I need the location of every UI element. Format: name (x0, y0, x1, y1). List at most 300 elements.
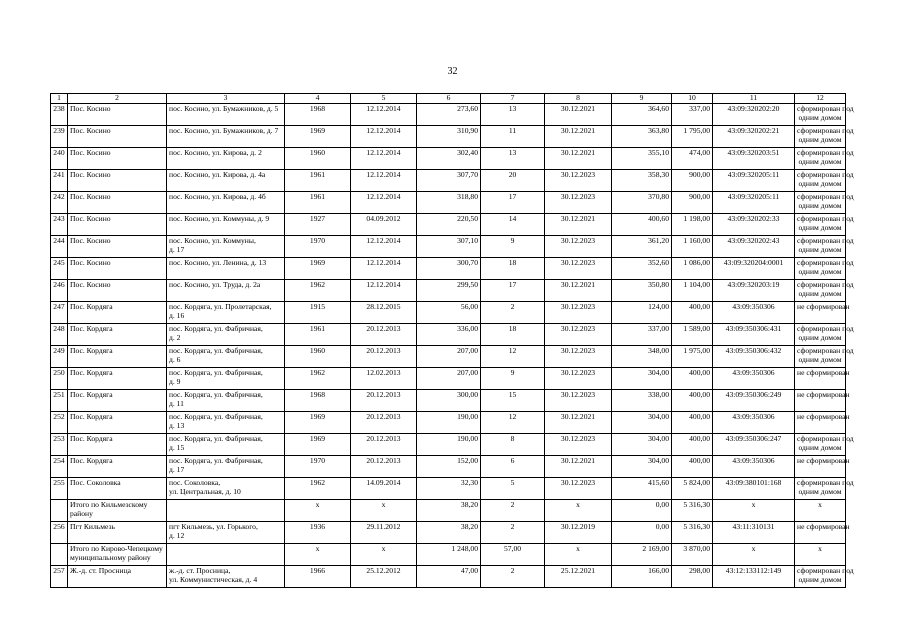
recognition-date-cell: 20.12.2013 (351, 323, 417, 345)
residents-cell: 20 (481, 169, 545, 191)
residents-cell: 2 (481, 499, 545, 521)
row-number: 247 (51, 301, 68, 323)
recognition-date-cell: 29.11.2012 (351, 521, 417, 543)
address-cell-line: пос. Косино, ул. Кирова, д. 4а (169, 169, 266, 179)
table-row (51, 125, 846, 147)
area-cell: 32,30 (417, 477, 481, 499)
recognition-date-cell: 12.02.2013 (351, 367, 417, 389)
row-number: 245 (51, 257, 68, 279)
area-cell: 300,00 (417, 389, 481, 411)
area-cell: 336,00 (417, 323, 481, 345)
resettlement-date-cell: 30.12.2023 (545, 323, 612, 345)
land-status-cell (795, 499, 846, 521)
residents-cell: 13 (481, 147, 545, 169)
resettlement-date-cell: x (545, 499, 612, 521)
resettlement-date-cell: 30.12.2021 (545, 103, 612, 125)
year-built-cell: 1969 (285, 411, 351, 433)
address-cell-line: пгт Кильмезь, ул. Горького, (169, 521, 258, 531)
column-number-row (51, 94, 846, 104)
address-cell-line: пос. Кордяга, ул. Фабричная, (169, 455, 263, 465)
row-number: 242 (51, 191, 68, 213)
resettlement-date-cell: 30.12.2023 (545, 345, 612, 367)
year-built-cell: 1966 (285, 565, 351, 587)
area-cell: 318,80 (417, 191, 481, 213)
cadastral-number-cell: 43:09:380101:168 (713, 477, 795, 499)
land-status-cell-line: сформирован под (797, 191, 854, 201)
land-status-cell-line: одним домом (798, 288, 842, 298)
year-built-cell: 1962 (285, 367, 351, 389)
col9-cell: 361,20 (612, 235, 672, 257)
year-built-cell: 1969 (285, 433, 351, 455)
table-row (51, 411, 846, 433)
row-number: 238 (51, 103, 68, 125)
table-row (51, 213, 846, 235)
residents-cell: 2 (481, 521, 545, 543)
address-cell-line: пос. Кордяга, ул. Фабричная, (169, 323, 263, 333)
land-status-cell-line: сформирован под (797, 125, 854, 135)
col10-cell: 1 104,00 (672, 279, 713, 301)
land-status-cell (795, 411, 850, 433)
column-header: 1 (51, 94, 68, 104)
land-status-cell (795, 191, 854, 213)
address-cell-line: пос. Косино, ул. Кирова, д. 2 (169, 147, 262, 157)
total-row (51, 499, 846, 521)
col9-cell: 124,00 (612, 301, 672, 323)
land-status-cell (795, 521, 850, 543)
col9-cell: 355,10 (612, 147, 672, 169)
area-cell: 300,70 (417, 257, 481, 279)
cadastral-number-cell: 43:09:320202:21 (713, 125, 795, 147)
settlement-cell: Пос. Косино (68, 191, 167, 213)
area-cell: 207,00 (417, 367, 481, 389)
cadastral-number-cell: 43:09:320203:51 (713, 147, 795, 169)
residents-cell: 9 (481, 367, 545, 389)
table-row (51, 191, 846, 213)
resettlement-date-cell: 30.12.2021 (545, 455, 612, 477)
settlement-cell: Пос. Кордяга (68, 411, 167, 433)
cadastral-number-cell: 43:09:350306:249 (713, 389, 795, 411)
table-row (51, 169, 846, 191)
land-status-cell-line: одним домом (798, 134, 842, 144)
land-status-cell-line: x (818, 543, 822, 553)
row-number: 240 (51, 147, 68, 169)
area-cell: 56,00 (417, 301, 481, 323)
recognition-date-cell: 12.12.2014 (351, 125, 417, 147)
year-built-cell: 1968 (285, 389, 351, 411)
row-number: 254 (51, 455, 68, 477)
col9-cell: 348,00 (612, 345, 672, 367)
land-status-cell (795, 279, 854, 301)
col10-cell: 400,00 (672, 389, 713, 411)
recognition-date-cell: x (351, 543, 417, 565)
col10-cell: 474,00 (672, 147, 713, 169)
residents-cell: 8 (481, 433, 545, 455)
settlement-cell: Пос. Косино (68, 213, 167, 235)
land-status-cell (795, 367, 850, 389)
land-status-cell (795, 455, 850, 477)
recognition-date-cell: 25.12.2012 (351, 565, 417, 587)
col10-cell: 1 589,00 (672, 323, 713, 345)
col9-cell: 166,00 (612, 565, 672, 587)
page-number: 32 (447, 66, 458, 77)
col9-cell: 304,00 (612, 455, 672, 477)
area-cell: 220,50 (417, 213, 481, 235)
land-status-cell-line: не сформирован (797, 367, 850, 377)
cadastral-number-cell: 43:09:320202:20 (713, 103, 795, 125)
settlement-cell: Пос. Косино (68, 169, 167, 191)
total-row (51, 543, 846, 565)
address-cell-line: д. 2 (169, 332, 181, 342)
recognition-date-cell: 04.09.2012 (351, 213, 417, 235)
row-number: 253 (51, 433, 68, 455)
land-status-cell (795, 103, 854, 125)
resettlement-date-cell: 30.12.2021 (545, 125, 612, 147)
column-header: 9 (612, 94, 672, 104)
year-built-cell: x (285, 543, 351, 565)
col10-cell: 1 086,00 (672, 257, 713, 279)
column-header: 5 (351, 94, 417, 104)
cadastral-number-cell: 43:09:350306 (713, 367, 795, 389)
year-built-cell: 1961 (285, 191, 351, 213)
cadastral-number-cell: 43:12:133112:149 (713, 565, 795, 587)
residents-cell: 6 (481, 455, 545, 477)
recognition-date-cell: 28.12.2015 (351, 301, 417, 323)
table-row (51, 147, 846, 169)
address-cell-line: д. 16 (169, 310, 185, 320)
land-status-cell-line: одним домом (798, 442, 842, 452)
residents-cell: 12 (481, 345, 545, 367)
resettlement-date-cell: 30.12.2021 (545, 279, 612, 301)
address-cell-line: д. 13 (169, 420, 185, 430)
land-status-cell-line: сформирован под (797, 235, 854, 245)
address-cell-line: пос. Кордяга, ул. Фабричная, (169, 433, 263, 443)
residents-cell: 2 (481, 301, 545, 323)
table-row (51, 389, 846, 411)
residents-cell: 9 (481, 235, 545, 257)
address-cell (167, 367, 285, 389)
settlement-cell: Пос. Кордяга (68, 301, 167, 323)
land-status-cell (795, 257, 854, 279)
row-number: 249 (51, 345, 68, 367)
year-built-cell: 1969 (285, 257, 351, 279)
table-row (51, 345, 846, 367)
row-number (51, 499, 68, 521)
cadastral-number-cell: 43:09:350306 (713, 301, 795, 323)
address-cell (167, 411, 285, 433)
address-cell (167, 345, 285, 367)
year-built-cell: 1970 (285, 235, 351, 257)
table-row (51, 455, 846, 477)
recognition-date-cell: 12.12.2014 (351, 191, 417, 213)
recognition-date-cell: 12.12.2014 (351, 103, 417, 125)
col9-cell: 400,60 (612, 213, 672, 235)
area-cell: 190,00 (417, 411, 481, 433)
cadastral-number-cell: 43:09:320205:11 (713, 191, 795, 213)
cadastral-number-cell: 43:09:320205:11 (713, 169, 795, 191)
address-cell-line: пос. Кордяга, ул. Фабричная, (169, 411, 263, 421)
land-status-cell-line: одним домом (798, 486, 842, 496)
col10-cell: 1 160,00 (672, 235, 713, 257)
land-status-cell-line: не сформирован (797, 301, 850, 311)
col10-cell: 400,00 (672, 301, 713, 323)
land-status-cell (795, 169, 854, 191)
land-status-cell-line: одним домом (798, 354, 842, 364)
col10-cell: 900,00 (672, 169, 713, 191)
land-status-cell-line: одним домом (798, 332, 842, 342)
cadastral-number-cell: 43:09:320202:33 (713, 213, 795, 235)
address-cell (167, 169, 285, 191)
year-built-cell: 1960 (285, 345, 351, 367)
residents-cell: 14 (481, 213, 545, 235)
area-cell: 190,00 (417, 433, 481, 455)
land-status-cell-line: сформирован под (797, 345, 854, 355)
land-status-cell-line: сформирован под (797, 279, 854, 289)
address-cell (167, 565, 285, 587)
land-status-cell-line: сформирован под (797, 565, 854, 575)
cadastral-number-cell: 43:09:320202:43 (713, 235, 795, 257)
settlement-cell: Итого по Кильмезскому району (68, 499, 167, 521)
address-cell-line: пос. Косино, ул. Ленина, д. 13 (169, 257, 267, 267)
housing-register-table (50, 93, 854, 588)
table-row (51, 565, 846, 587)
land-status-cell-line: сформирован под (797, 213, 854, 223)
land-status-cell (795, 301, 850, 323)
col9-cell: 2 169,00 (612, 543, 672, 565)
land-status-cell (795, 235, 854, 257)
col10-cell: 5 316,30 (672, 521, 713, 543)
year-built-cell: 1961 (285, 169, 351, 191)
year-built-cell: x (285, 499, 351, 521)
col10-cell: 5 316,30 (672, 499, 713, 521)
land-status-cell-line: не сформирован (797, 521, 850, 531)
resettlement-date-cell: 30.12.2019 (545, 521, 612, 543)
col9-cell: 338,00 (612, 389, 672, 411)
row-number: 255 (51, 477, 68, 499)
cadastral-number-cell: 43:11:310131 (713, 521, 795, 543)
address-cell (167, 455, 285, 477)
year-built-cell: 1962 (285, 279, 351, 301)
recognition-date-cell: 12.12.2014 (351, 279, 417, 301)
address-cell (167, 279, 285, 301)
settlement-cell: Пос. Кордяга (68, 389, 167, 411)
col10-cell: 337,00 (672, 103, 713, 125)
year-built-cell: 1927 (285, 213, 351, 235)
recognition-date-cell: 12.12.2014 (351, 147, 417, 169)
resettlement-date-cell: 30.12.2023 (545, 433, 612, 455)
address-cell-line: пос. Кордяга, ул. Фабричная, (169, 389, 263, 399)
land-status-cell-line: не сформирован (797, 455, 850, 465)
resettlement-date-cell: 30.12.2023 (545, 257, 612, 279)
land-status-cell (795, 543, 846, 565)
cadastral-number-cell: x (713, 543, 795, 565)
col10-cell: 1 198,00 (672, 213, 713, 235)
address-cell-line: пос. Косино, ул. Кирова, д. 4б (169, 191, 266, 201)
residents-cell: 17 (481, 191, 545, 213)
year-built-cell: 1960 (285, 147, 351, 169)
year-built-cell: 1970 (285, 455, 351, 477)
land-status-cell (795, 213, 854, 235)
address-cell-line: д. 12 (169, 530, 185, 540)
settlement-cell: Пос. Косино (68, 125, 167, 147)
col10-cell: 3 870,00 (672, 543, 713, 565)
land-status-cell (795, 323, 854, 345)
land-status-cell-line: сформирован под (797, 103, 854, 113)
table-row (51, 257, 846, 279)
address-cell (167, 543, 285, 565)
residents-cell: 15 (481, 389, 545, 411)
residents-cell: 18 (481, 257, 545, 279)
address-cell-line: пос. Косино, ул. Коммуны, (169, 235, 256, 245)
settlement-cell: Пос. Кордяга (68, 455, 167, 477)
area-cell: 47,00 (417, 565, 481, 587)
column-header: 4 (285, 94, 351, 104)
address-cell (167, 235, 285, 257)
settlement-cell: Итого по Кирово-Чепецкому муниципальному району (68, 543, 167, 565)
recognition-date-cell: 20.12.2013 (351, 389, 417, 411)
col10-cell: 5 824,00 (672, 477, 713, 499)
cadastral-number-cell: 43:09:350306 (713, 455, 795, 477)
row-number: 250 (51, 367, 68, 389)
area-cell: 302,40 (417, 147, 481, 169)
year-built-cell: 1915 (285, 301, 351, 323)
residents-cell: 17 (481, 279, 545, 301)
row-number: 251 (51, 389, 68, 411)
resettlement-date-cell: x (545, 543, 612, 565)
land-status-cell (795, 147, 854, 169)
col9-cell: 337,00 (612, 323, 672, 345)
land-status-cell (795, 389, 850, 411)
settlement-cell: Пос. Кордяга (68, 345, 167, 367)
land-status-cell-line: сформирован под (797, 477, 854, 487)
address-cell-line: д. 17 (169, 244, 185, 254)
address-cell (167, 125, 285, 147)
residents-cell: 12 (481, 411, 545, 433)
land-status-cell-line: одним домом (798, 112, 842, 122)
settlement-cell: Пос. Кордяга (68, 323, 167, 345)
cadastral-number-cell: 43:09:350306:432 (713, 345, 795, 367)
address-cell-line: д. 17 (169, 464, 185, 474)
address-cell-line: пос. Кордяга, ул. Фабричная, (169, 367, 263, 377)
col10-cell: 1 975,00 (672, 345, 713, 367)
resettlement-date-cell: 30.12.2023 (545, 301, 612, 323)
land-status-cell-line: одним домом (798, 266, 842, 276)
resettlement-date-cell: 30.12.2021 (545, 147, 612, 169)
address-cell (167, 477, 285, 499)
residents-cell: 13 (481, 103, 545, 125)
address-cell (167, 103, 285, 125)
settlement-cell: Пос. Косино (68, 147, 167, 169)
area-cell: 38,20 (417, 499, 481, 521)
address-cell-line: пос. Косино, ул. Бумажников, д. 5 (169, 103, 279, 113)
col10-cell: 400,00 (672, 455, 713, 477)
resettlement-date-cell: 30.12.2023 (545, 191, 612, 213)
year-built-cell: 1969 (285, 125, 351, 147)
cadastral-number-cell: 43:09:350306:431 (713, 323, 795, 345)
table-row (51, 433, 846, 455)
address-cell-line: пос. Кордяга, ул. Фабричная, (169, 345, 263, 355)
address-cell (167, 433, 285, 455)
address-cell (167, 323, 285, 345)
row-number: 252 (51, 411, 68, 433)
land-status-cell (795, 345, 854, 367)
settlement-cell: Пос. Косино (68, 103, 167, 125)
area-cell: 307,10 (417, 235, 481, 257)
land-status-cell-line: одним домом (798, 178, 842, 188)
recognition-date-cell: 20.12.2013 (351, 455, 417, 477)
table-row (51, 367, 846, 389)
column-header: 12 (795, 94, 846, 104)
address-cell (167, 521, 285, 543)
land-status-cell-line: одним домом (798, 244, 842, 254)
area-cell: 299,50 (417, 279, 481, 301)
column-header: 11 (713, 94, 795, 104)
column-header: 6 (417, 94, 481, 104)
residents-cell: 11 (481, 125, 545, 147)
land-status-cell-line: сформирован под (797, 169, 854, 179)
col9-cell: 350,80 (612, 279, 672, 301)
year-built-cell: 1961 (285, 323, 351, 345)
col9-cell: 304,00 (612, 367, 672, 389)
col9-cell: 358,30 (612, 169, 672, 191)
address-cell-line: д. 9 (169, 376, 181, 386)
land-status-cell-line: одним домом (798, 200, 842, 210)
recognition-date-cell: 20.12.2013 (351, 345, 417, 367)
col10-cell: 900,00 (672, 191, 713, 213)
col9-cell: 370,80 (612, 191, 672, 213)
column-header: 2 (68, 94, 167, 104)
address-cell (167, 213, 285, 235)
address-cell-line: пос. Косино, ул. Бумажников, д. 7 (169, 125, 279, 135)
year-built-cell: 1962 (285, 477, 351, 499)
land-status-cell-line: сформирован под (797, 147, 854, 157)
land-status-cell-line: одним домом (798, 222, 842, 232)
land-status-cell (795, 125, 854, 147)
table-row (51, 521, 846, 543)
area-cell: 1 248,00 (417, 543, 481, 565)
year-built-cell: 1936 (285, 521, 351, 543)
col9-cell: 304,00 (612, 411, 672, 433)
land-status-cell (795, 433, 854, 455)
residents-cell: 18 (481, 323, 545, 345)
cadastral-number-cell: 43:09:320203:19 (713, 279, 795, 301)
settlement-cell: Пос. Кордяга (68, 433, 167, 455)
address-cell-line: пос. Соколовка, (169, 477, 221, 487)
row-number: 248 (51, 323, 68, 345)
settlement-cell: Пос. Кордяга (68, 367, 167, 389)
resettlement-date-cell: 30.12.2023 (545, 389, 612, 411)
col9-cell: 363,80 (612, 125, 672, 147)
resettlement-date-cell: 30.12.2021 (545, 213, 612, 235)
address-cell-line: ул. Коммунистическая, д. 4 (169, 574, 258, 584)
col9-cell: 415,60 (612, 477, 672, 499)
recognition-date-cell: 12.12.2014 (351, 235, 417, 257)
address-cell-line: пос. Кордяга, ул. Пролетарская, (169, 301, 272, 311)
cadastral-number-cell: 43:09:350306:247 (713, 433, 795, 455)
row-number: 244 (51, 235, 68, 257)
resettlement-date-cell: 25.12.2021 (545, 565, 612, 587)
col9-cell: 0,00 (612, 499, 672, 521)
area-cell: 310,90 (417, 125, 481, 147)
address-cell-line: ул. Центральная, д. 10 (169, 486, 241, 496)
resettlement-date-cell: 30.12.2023 (545, 367, 612, 389)
residents-cell: 57,00 (481, 543, 545, 565)
col10-cell: 1 795,00 (672, 125, 713, 147)
address-cell (167, 147, 285, 169)
recognition-date-cell: 20.12.2013 (351, 411, 417, 433)
address-cell (167, 257, 285, 279)
table-row (51, 279, 846, 301)
recognition-date-cell: 20.12.2013 (351, 433, 417, 455)
